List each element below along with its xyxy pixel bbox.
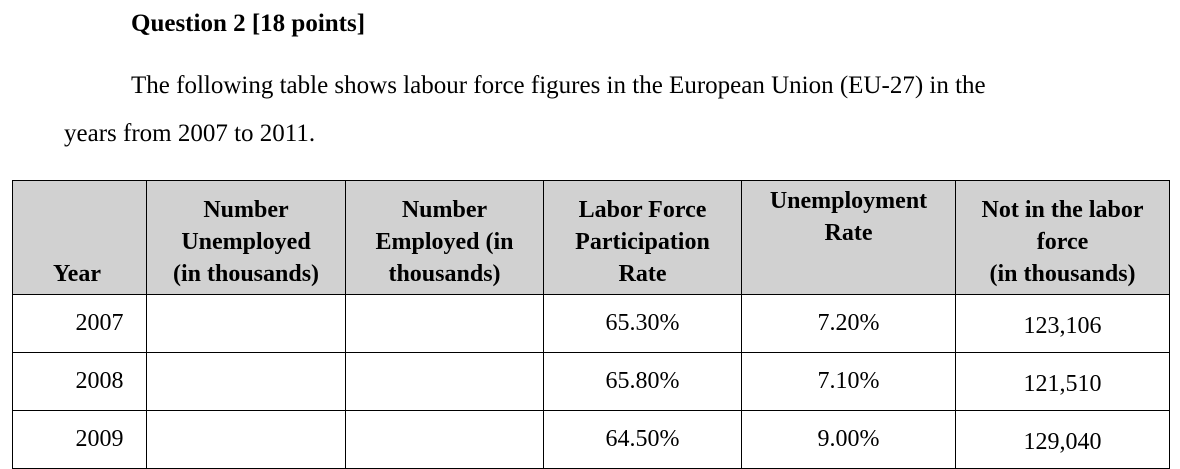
question-title: Question 2 [18 points] [131, 10, 366, 37]
header-line: thousands) [388, 261, 501, 287]
cell-unemployment-rate: 7.20% [742, 295, 956, 353]
header-line: Number [401, 197, 488, 223]
cell-not-in-labor-force: 123,106 [956, 295, 1170, 353]
cell-not-in-labor-force: 121,510 [956, 353, 1170, 411]
header-line: Labor Force [578, 197, 707, 223]
intro-text-line-1: The following table shows labour force figures in the European Union (EU-27) in the [131, 72, 986, 99]
header-line: Rate [824, 220, 873, 246]
table-row [13, 353, 1170, 411]
table-header-row [13, 181, 1170, 295]
cell-number-unemployed [147, 353, 346, 411]
header-line: (in thousands) [989, 261, 1136, 287]
cell-unemployment-rate: 9.00% [742, 411, 956, 469]
cell-unemployment-rate: 7.10% [742, 353, 956, 411]
header-year-label: Year [53, 261, 101, 287]
header-number-employed [346, 181, 544, 295]
header-participation-rate [544, 181, 742, 295]
labour-force-table [12, 180, 1170, 469]
cell-participation-rate: 65.30% [544, 295, 742, 353]
header-line: Unemployed [181, 229, 311, 255]
cell-year: 2009 [13, 411, 147, 469]
header-line: (in thousands) [172, 261, 320, 287]
table-row [13, 295, 1170, 353]
header-line: Employed (in [375, 229, 514, 255]
header-not-in-labor-force [956, 181, 1170, 295]
table-row [13, 411, 1170, 469]
header-line: Rate [618, 261, 667, 287]
cell-number-employed [346, 353, 544, 411]
cell-number-unemployed [147, 411, 346, 469]
header-number-unemployed [147, 181, 346, 295]
cell-not-in-labor-force: 129,040 [956, 411, 1170, 469]
cell-number-unemployed [147, 295, 346, 353]
header-line: Not in the labor [981, 197, 1144, 223]
header-line: Participation [575, 229, 710, 255]
header-unemployment-rate [742, 181, 956, 295]
header-line: force [1036, 229, 1089, 255]
header-year [13, 181, 147, 295]
cell-number-employed [346, 295, 544, 353]
cell-participation-rate: 64.50% [544, 411, 742, 469]
cell-participation-rate: 65.80% [544, 353, 742, 411]
intro-text-line-2: years from 2007 to 2011. [64, 120, 316, 147]
cell-year: 2008 [13, 353, 147, 411]
header-line: Unemployment [769, 188, 928, 214]
cell-number-employed [346, 411, 544, 469]
cell-year: 2007 [13, 295, 147, 353]
header-line: Number [203, 197, 289, 223]
